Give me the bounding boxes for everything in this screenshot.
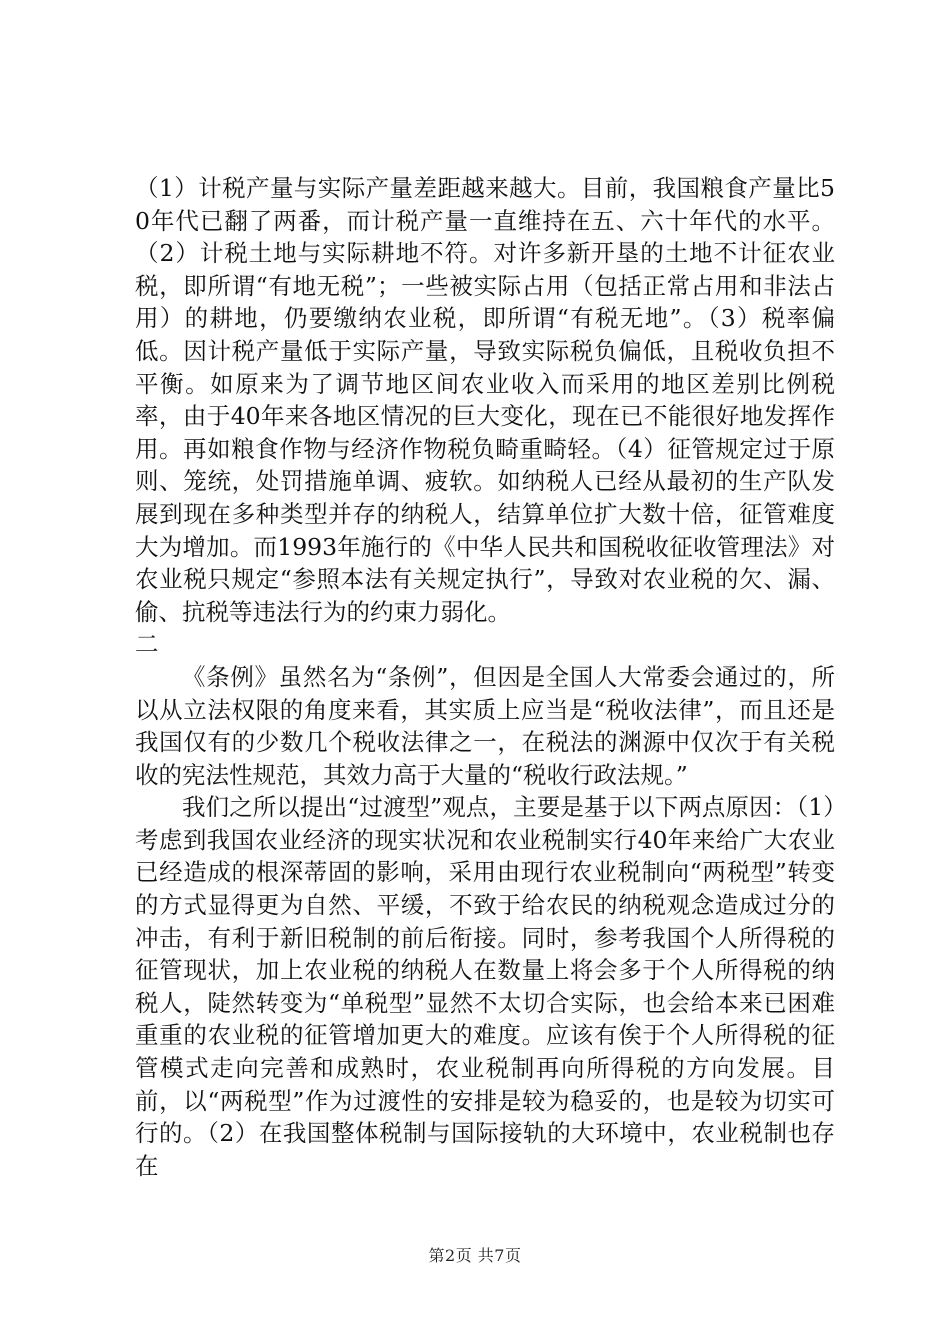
- page-footer: 第2页 共7页: [428, 1246, 522, 1265]
- section-heading-two: 二: [135, 630, 159, 659]
- paragraph-regulation-status: 《条例》虽然名为“条例”，但因是全国人大常委会通过的，所以从立法权限的角度来看，其实质上应当是“税收法律”，而且还是我国仅有的少数几个税收法律之一，在税法的渊源中仅次于有关税收的宪法性规范，其效力高于大量的“税收行政法规。”: [135, 662, 835, 789]
- paragraph-issues: （1）计税产量与实际产量差距越来越大。目前，我国粮食产量比50年代已翻了两番，而计税产量一直维持在五、六十年代的水平。（2）计税土地与实际耕地不符。对许多新开垦的土地不计征农业税，即所谓“有地无税”；一些被实际占用（包括正常占用和非法占用）的耕地，仍要缴纳农业税，即所谓“有税无地”。（3）税率偏低。因计税产量低于实际产量，导致实际税负偏低，且税收负担不平衡。如原来为了调节地区间农业收入而采用的地区差别比例税率，由于40年来各地区情况的巨大变化，现在已不能很好地发挥作用。再如粮食作物与经济作物税负畸重畸轻。（4）征管规定过于原则、笼统，处罚措施单调、疲软。如纳税人已经从最初的生产队发展到现在多种类型并存的纳税人，结算单位扩大数十倍，征管难度大为增加。而1993年施行的《中华人民共和国税收征收管理法》对农业税只规定“参照本法有关规定执行”，导致对农业税的欠、漏、偷、抗税等违法行为的约束力弱化。: [135, 174, 835, 626]
- paragraph-transition-view: 我们之所以提出“过渡型”观点，主要是基于以下两点原因：（1）考虑到我国农业经济的现实状况和农业税制实行40年来给广大农业已经造成的根深蒂固的影响，采用由现行农业税制向“两税型”转变的方式显得更为自然、平缓，不致于给农民的纳税观念造成过分的冲击，有利于新旧税制的前后衔接。同时，参考我国个人所得税的征管现状，加上农业税的纳税人在数量上将会多于个人所得税的纳税人，陡然转变为“单税型”显然不太切合实际，也会给本来已困难重重的农业税的征管增加更大的难度。应该有俟于个人所得税的征管模式走向完善和成熟时，农业税制再向所得税的方向发展。目前，以“两税型”作为过渡性的安排是较为稳妥的，也是较为切实可行的。（2）在我国整体税制与国际接轨的大环境中，农业税制也存在: [135, 793, 835, 1180]
- document-body: [135, 172, 835, 1182]
